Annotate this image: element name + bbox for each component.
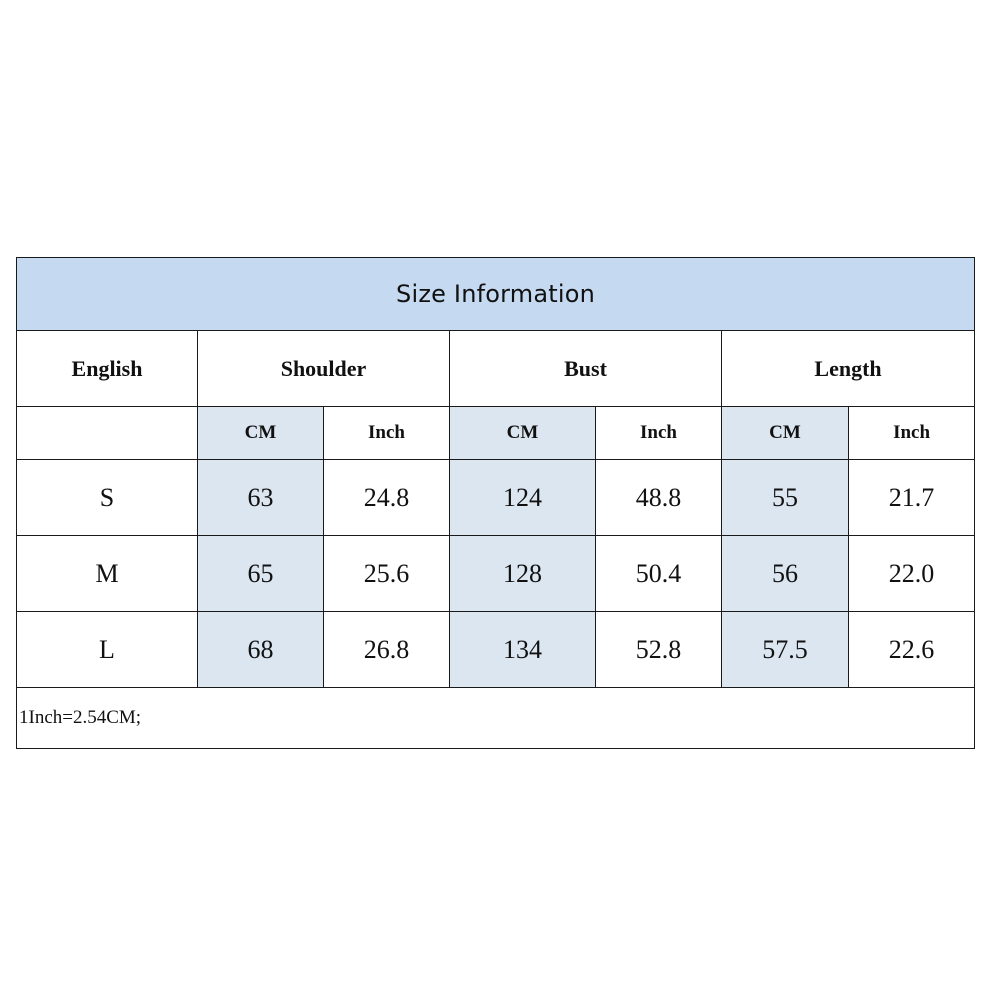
header-row	[17, 331, 975, 407]
bust-header: Bust	[450, 331, 722, 407]
table-cell: 124	[450, 460, 596, 536]
table-cell: 65	[198, 536, 324, 612]
table-cell: 48.8	[596, 460, 722, 536]
table-cell: 24.8	[324, 460, 450, 536]
unit-header: Inch	[849, 407, 975, 460]
table-cell: 21.7	[849, 460, 975, 536]
table-cell: 25.6	[324, 536, 450, 612]
unit-header: Inch	[324, 407, 450, 460]
size-column-header: English	[17, 331, 198, 407]
table-cell: 22.0	[849, 536, 975, 612]
conversion-note: 1Inch=2.54CM;	[17, 688, 975, 749]
table-title: Size Information	[17, 258, 975, 331]
unit-header: CM	[198, 407, 324, 460]
title-row	[17, 258, 975, 331]
unit-header: CM	[722, 407, 849, 460]
table-cell: 134	[450, 612, 596, 688]
table-row	[17, 536, 975, 612]
size-label: L	[17, 612, 198, 688]
table-cell: 57.5	[722, 612, 849, 688]
table-cell: 56	[722, 536, 849, 612]
table-cell: 55	[722, 460, 849, 536]
unit-header: CM	[450, 407, 596, 460]
table-cell: 68	[198, 612, 324, 688]
size-label: S	[17, 460, 198, 536]
length-header: Length	[722, 331, 975, 407]
shoulder-header: Shoulder	[198, 331, 450, 407]
table-cell: 50.4	[596, 536, 722, 612]
note-row	[17, 688, 975, 749]
table-row	[17, 612, 975, 688]
unit-row	[17, 407, 975, 460]
table-cell: 128	[450, 536, 596, 612]
table-row	[17, 460, 975, 536]
table-cell: 22.6	[849, 612, 975, 688]
table-cell: 52.8	[596, 612, 722, 688]
table-cell: 26.8	[324, 612, 450, 688]
table-cell: 63	[198, 460, 324, 536]
unit-header: Inch	[596, 407, 722, 460]
size-label: M	[17, 536, 198, 612]
size-table	[16, 257, 975, 749]
empty-unit-cell	[17, 407, 198, 460]
